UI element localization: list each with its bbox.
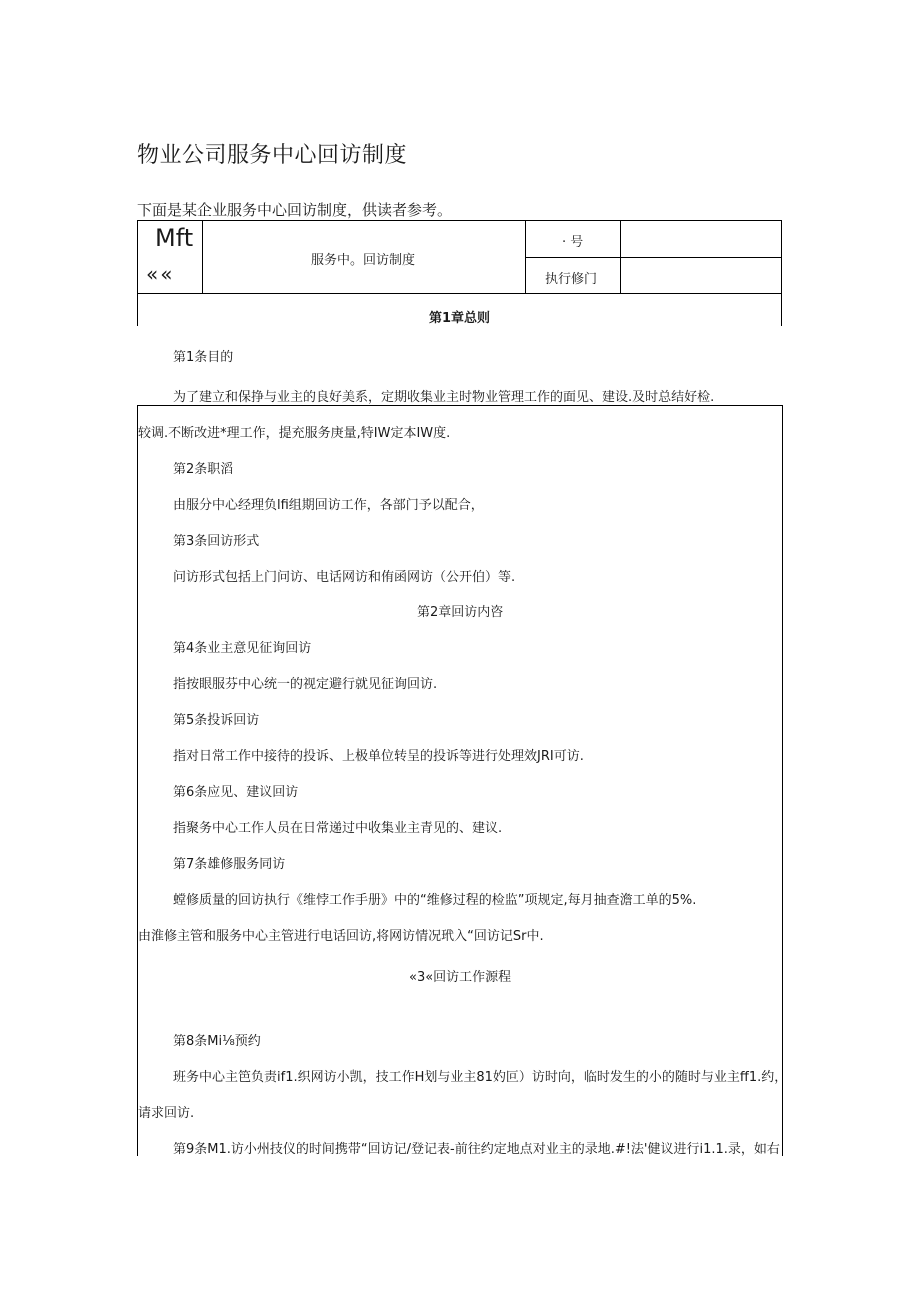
- article-6-title: 第6条应见、建议回访: [173, 785, 299, 800]
- article-4-text: 指按眼服芬中心统一的视定避行就见征询回访.: [173, 677, 438, 692]
- table-border-top: [137, 220, 782, 221]
- table-divider-1: [202, 220, 203, 293]
- body-frame-top: [137, 405, 783, 406]
- article-8-text-line2: 请求回访.: [138, 1106, 195, 1121]
- chapter-2-heading: 第2章回访内咨: [417, 605, 504, 620]
- article-3-text: 问访形式包括上门问访、电话网访和侑函网访（公开伯）等.: [173, 570, 516, 585]
- dept-label: 执行修门: [545, 272, 598, 287]
- table-divider-2: [525, 220, 526, 293]
- page-title: 物业公司服务中心回访制度: [137, 143, 408, 168]
- body-frame-left: [137, 405, 138, 1156]
- article-2-text: 由服分中心经理负lfi组期回访工作，各部门予以配合，: [173, 498, 484, 513]
- chapter-3-heading: «3«回访工作源程: [409, 970, 512, 985]
- article-7-title: 第7条雄修服务同访: [173, 857, 286, 872]
- article-9-text: 第9条M1.访小州技仪的时间携带“回访记/登记表-前往约定地点对业主的录地.#!法'健议进行i1.1.录，如右: [173, 1142, 780, 1157]
- chapter-1-heading: 第1章总则: [429, 311, 491, 326]
- article-5-text: 指对日常工作中接待的投诉、上极单位转呈的投诉等进行处理效JRI可访.: [173, 749, 584, 764]
- article-3-title: 第3条回访形式: [173, 534, 260, 549]
- body-frame-right: [782, 405, 783, 1156]
- company-logo-text: Mft: [155, 224, 194, 252]
- table-border-right: [781, 220, 782, 326]
- table-border-row2: [137, 293, 782, 294]
- table-border-mid: [525, 257, 782, 258]
- document-name: 服务中。回访制度: [311, 253, 416, 268]
- article-2-title: 第2条职滔: [173, 462, 234, 477]
- number-label: · 号: [562, 235, 584, 250]
- table-border-left: [137, 220, 138, 326]
- intro-text: 下面是某企业服务中心回访制度，供读者参考。: [137, 201, 453, 219]
- article-6-text: 指聚务中心工作人员在日常递过中收集业主青见的、建议.: [173, 821, 503, 836]
- article-4-title: 第4条业主意见征询回访: [173, 641, 312, 656]
- article-8-text-line1: 班务中心主笆负责if1.织网访小凯，技工作H划与业主81妁叵）访时向，临时发生的小的随时与业主ff1.约，: [173, 1070, 788, 1085]
- company-logo-mark: ««: [146, 262, 175, 286]
- article-5-title: 第5条投诉回访: [173, 713, 260, 728]
- article-1-text-line1: 为了建立和保挣与业主的良好美系，定期收集业主时物业管理工作的面见、建设.及时总结好检.: [173, 390, 715, 405]
- table-divider-3: [620, 220, 621, 293]
- article-8-title: 第8条Mi⅛预约: [173, 1034, 261, 1049]
- article-7-text-line2: 由淮修主管和服务中心主管进行电话回访,将网访情况玳入“回访记Sr中.: [138, 929, 544, 944]
- article-1-title: 第1条目的: [173, 350, 234, 365]
- article-7-text-line1: 螳修质量的回访执行《维悖工作手册》中的“维修过程的检监”项规定,每月抽查澹工单的5%.: [173, 893, 697, 908]
- article-1-text-line2: 较调.不断改进*理工作，提充服务庚量,特IW定本IW度.: [138, 426, 451, 441]
